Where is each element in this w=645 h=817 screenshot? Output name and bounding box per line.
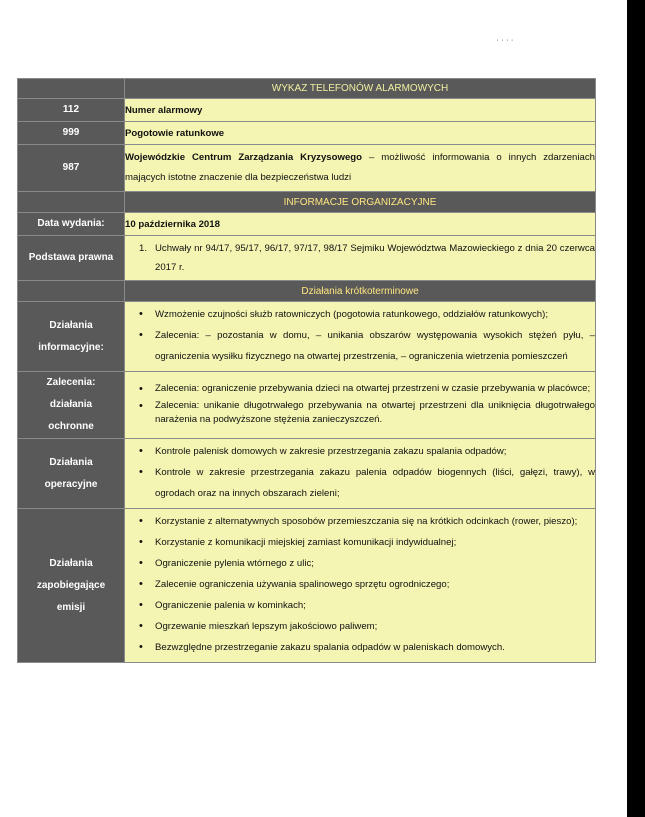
header-mark: ' ' ' ' [497,40,514,46]
list-item: • Kontrole palenisk domowych w zakresie przestrzegania zakazu spalania odpadów; [155,441,595,462]
basis-label: Podstawa prawna [18,236,125,281]
list-item: • Korzystanie z alternatywnych sposobów przemieszczania się na krótkich odcinkach (rower, pieszo); [155,511,595,532]
short-term-header: Działania krótkoterminowe [125,281,596,302]
prevent-label [18,509,125,663]
label-line: ochronne [48,421,94,432]
prevent-list [125,509,595,662]
blank-cell [18,79,125,99]
list-item: • Ogrzewanie mieszkań lepszym jakościowo paliwem; [155,616,595,637]
protect-row [18,372,596,439]
org-header: INFORMACJE ORGANIZACYJNE [125,192,596,213]
oper-cell [125,439,596,509]
table-title: WYKAZ TELEFONÓW ALARMOWYCH [125,79,596,99]
list-item: • Zalecenia: ograniczenie przebywania dzieci na otwartej przestrzeni w czasie przebywania w placówce; [155,382,595,396]
list-item: • Bezwzględne przestrzeganie zakazu spalania odpadów w paleniskach domowych. [155,637,595,658]
label-line: Działania [49,557,93,569]
phone-name: Pogotowie ratunkowe [125,122,596,145]
list-item: • Korzystanie z komunikacji miejskiej zamiast komunikacji indywidualnej; [155,532,595,553]
protect-list [125,377,595,434]
label-line: emisji [56,601,86,613]
issue-date: 10 października 2018 [125,213,596,236]
label-line: zapobiegające [36,579,106,591]
phone-row [18,145,596,192]
oper-row [18,439,596,509]
list-item: • Wzmożenie czujności służb ratowniczych (pogotowia ratunkowego, oddziałów ratunkowych); [155,304,595,325]
phone-number: 999 [18,122,125,145]
list-item: • Kontrole w zakresie przestrzegania zakazu palenia odpadów biogennych (liści, gałęzi, trawy), w ogrodach oraz na innych obszarach zieleni; [155,462,595,504]
section-header-row [18,192,596,213]
list-number: 1. [139,243,148,254]
oper-label [18,439,125,509]
phone-number: 987 [18,145,125,192]
table-title-row [18,79,596,99]
list-item: • Zalecenia: – pozostania w domu, – unikania obszarów występowania wysokich stężeń pyłu, – ograniczenia wysiłku fizycznego na otwartej przestrzenia, – ograniczenia wietrzenia pomieszczeń [155,325,595,367]
basis-cell [125,236,596,281]
phone-number: 112 [18,99,125,122]
list-item: • Zalecenie ograniczenia używania spalinowego sprzętu ogrodniczego; [155,574,595,595]
label-line: operacyjne [44,478,98,490]
issue-row [18,213,596,236]
label-line: Działania [49,319,93,331]
phone-name: Wojewódzkie Centrum Zarządzania Kryzysowego [125,152,363,163]
label-line: informacyjne: [38,341,104,353]
phone-description: – możliwość informowania o innych zdarzeniach mających istotne znaczenie dla bezpieczeństwa ludzi [125,152,595,183]
list-item: • Ograniczenie palenia w kominkach; [155,595,595,616]
info-list [125,302,595,371]
prevent-cell [125,509,596,663]
basis-row [18,236,596,281]
label-line: działania [49,399,93,410]
section-header-row [18,281,596,302]
info-row [18,302,596,372]
basis-text: Uchwały nr 94/17, 95/17, 96/17, 97/17, 98/17 Sejmiku Województwa Mazowieckiego z dnia 20 czerwca 2017 r. [155,243,595,273]
info-cell [125,302,596,372]
phone-description-cell [125,145,596,192]
blank-cell [18,281,125,302]
alarm-phone-table [17,78,596,663]
page-edge-bar [627,0,645,817]
info-label [18,302,125,372]
issue-label: Data wydania: [18,213,125,236]
list-item: • Zalecenia: unikanie długotrwałego przebywania na otwartej przestrzeni dla uniknięcia długotrwałego narażenia na podwyższone stężenia zanieczyszczeń. [155,399,595,427]
list-item [139,239,595,277]
protect-cell [125,372,596,439]
list-item: • Ograniczenie pylenia wtórnego z ulic; [155,553,595,574]
basis-list [125,236,595,280]
blank-cell [18,192,125,213]
oper-list [125,439,595,508]
prevent-row [18,509,596,663]
label-line: Działania [49,456,93,468]
phone-row [18,99,596,122]
phone-name: Numer alarmowy [125,99,596,122]
label-line: Zalecenia: [46,377,96,388]
protect-label [18,372,125,439]
phone-row [18,122,596,145]
